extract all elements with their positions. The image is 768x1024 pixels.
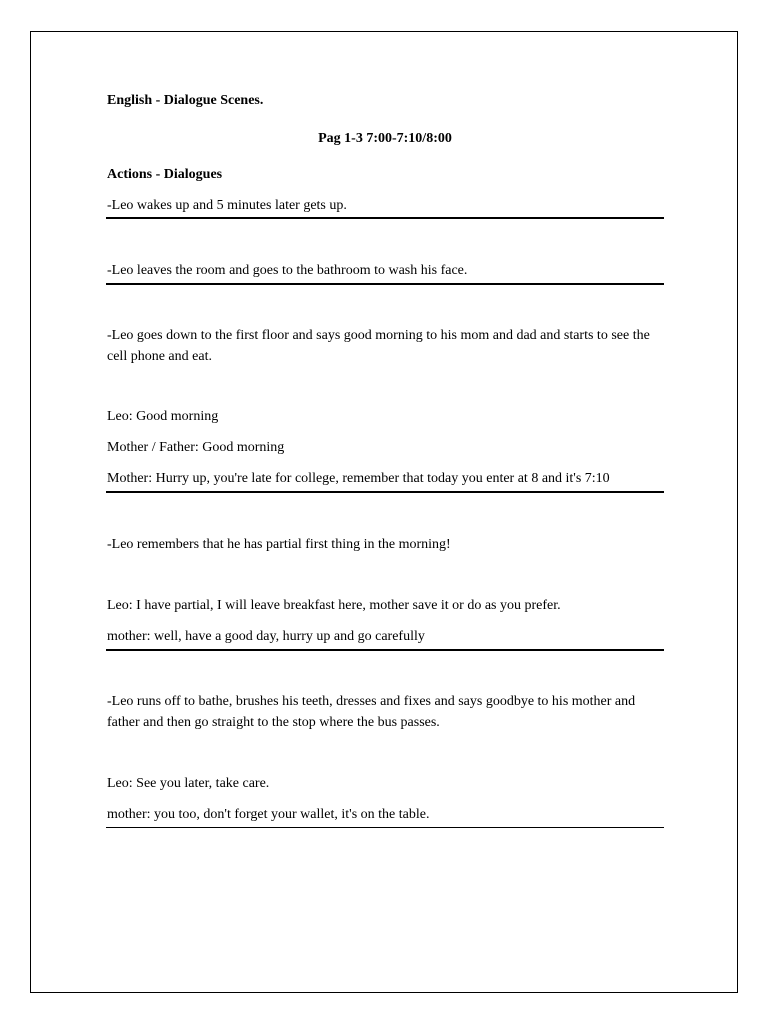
dialogue-line: Leo: I have partial, I will leave breakfast here, mother save it or do as you prefer. — [107, 598, 561, 613]
action-line: -Leo remembers that he has partial first thing in the morning! — [107, 537, 451, 552]
dialogue-line: Leo: See you later, take care. — [107, 776, 270, 791]
divider — [106, 649, 664, 651]
document-title: English - Dialogue Scenes. — [107, 93, 264, 108]
dialogue-line: Leo: Good morning — [107, 409, 219, 424]
divider — [106, 827, 664, 828]
action-line: -Leo runs off to bathe, brushes his teeth, dresses and fixes and says goodbye to his mother and father and then go straight to the stop where the bus passes. — [107, 694, 636, 730]
action-line: -Leo goes down to the first floor and says good morning to his mom and dad and starts to see the cell phone and eat. — [107, 328, 650, 364]
document-subtitle: Pag 1-3 7:00-7:10/8:00 — [318, 131, 452, 146]
dialogue-line: mother: you too, don't forget your wallet, it's on the table. — [107, 807, 430, 822]
action-line: -Leo wakes up and 5 minutes later gets up. — [107, 198, 347, 213]
action-line: -Leo leaves the room and goes to the bathroom to wash his face. — [107, 263, 468, 278]
section-heading: Actions - Dialogues — [107, 167, 223, 182]
dialogue-line: Mother / Father: Good morning — [107, 440, 285, 455]
divider — [106, 283, 664, 285]
divider — [106, 217, 664, 219]
dialogue-line: Mother: Hurry up, you're late for college, remember that today you enter at 8 and it's 7:10 — [107, 471, 610, 486]
divider — [106, 491, 664, 493]
dialogue-line: mother: well, have a good day, hurry up and go carefully — [107, 629, 425, 644]
